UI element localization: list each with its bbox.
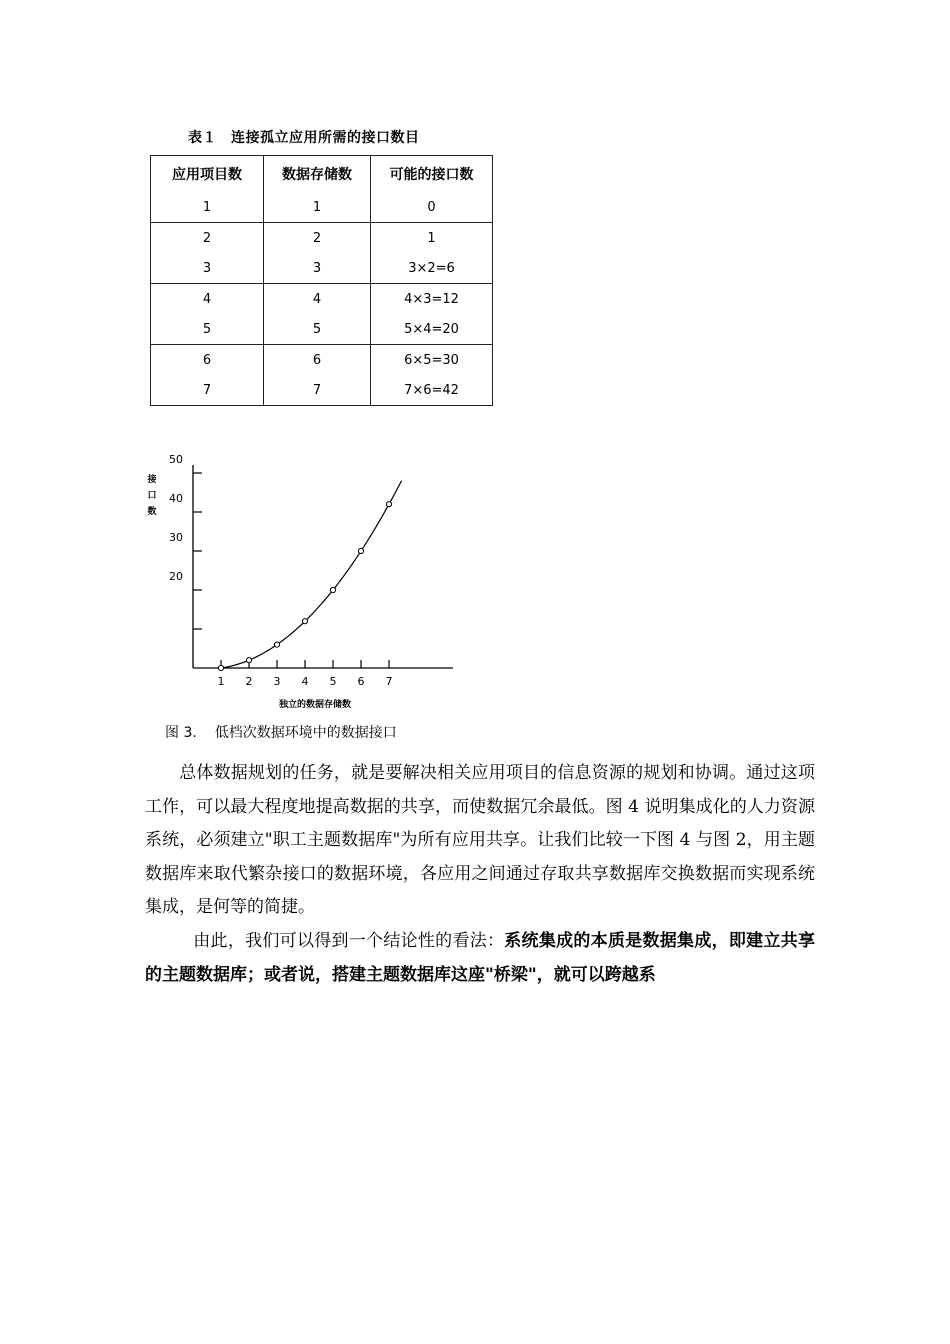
y-tick-label: 20 [169,570,183,583]
table-cell: 1 [264,192,371,223]
table-row [151,253,493,284]
table-cell: 7×6=42 [371,375,493,406]
x-tick-label: 3 [273,675,281,688]
interface-growth-chart [140,455,470,720]
data-point [386,502,391,507]
table-cell: 4×3=12 [371,284,493,315]
y-axis-label: 口 [147,491,157,501]
x-tick-label: 4 [301,675,309,688]
series-line [221,481,402,668]
table-cell: 3×2=6 [371,253,493,284]
table-header-row [151,156,493,193]
paragraph-conclusion [145,925,815,992]
x-tick-label: 2 [245,675,253,688]
table-cell: 4 [151,284,264,315]
table-cell: 3 [264,253,371,284]
table-cell: 7 [264,375,371,406]
table-row [151,314,493,345]
interface-count-table [150,155,493,406]
table-cell: 4 [264,284,371,315]
table-row [151,345,493,376]
data-point [302,619,307,624]
table-cell: 5 [151,314,264,345]
header-app-count: 应用项目数 [151,156,264,193]
table-row [151,223,493,254]
header-interface-count: 可能的接口数 [371,156,493,193]
table-cell: 6 [151,345,264,376]
x-tick-label: 1 [217,675,225,688]
figure-caption [165,722,397,742]
x-tick-label: 6 [357,675,365,688]
figure-label: 图 3. [165,725,197,741]
data-point [330,587,335,592]
table-cell: 2 [151,223,264,254]
table-cell: 1 [151,192,264,223]
x-axis-label: 独立的数据存储数 [278,700,352,710]
paragraph-text: 总体数据规划的任务，就是要解决相关应用项目的信息资源的规划和协调。通过这项工作，可以最大程度地提高数据的共享，而使数据冗余最低。图 4 说明集成化的人力资源系统，必须建立"职工主题数据库"为所有应用共享。让我们比较一下图 4 与图 2，用主题数据库来取代繁杂接口的数据环境，各应用之间通过存取共享数据库交换数据而实现系统集成，是何等的简捷。 [145,763,815,917]
table-cell: 5 [264,314,371,345]
table-number: 表１ [188,130,217,146]
table-cell: 7 [151,375,264,406]
table-cell: 1 [371,223,493,254]
table-cell: 6 [264,345,371,376]
y-axis-label: 接 [147,475,157,485]
paragraph-text-bold: 系统集成的本质是数据集成，即建立共享的主题数据库；或者说，搭建主题数据库这座"桥梁"，就可以跨越系 [145,931,816,985]
y-tick-label: 30 [169,531,183,544]
table-cell: 0 [371,192,493,223]
table-cell: 2 [264,223,371,254]
table-cell: 3 [151,253,264,284]
paragraph-data-planning [145,757,815,925]
table-row [151,284,493,315]
y-tick-label: 40 [169,492,183,505]
table-title [188,127,420,147]
table-row [151,375,493,406]
table-cell: 6×5=30 [371,345,493,376]
figure-caption-text: 低档次数据环境中的数据接口 [214,725,397,741]
y-axis-label: 数 [147,507,157,517]
data-point [246,658,251,663]
data-point [274,642,279,647]
x-tick-label: 7 [385,675,393,688]
header-store-count: 数据存储数 [264,156,371,193]
table-cell: 5×4=20 [371,314,493,345]
table-title-text: 连接孤立应用所需的接口数目 [231,130,420,146]
table-row [151,192,493,223]
data-point [218,665,223,670]
paragraph-text-normal: 由此，我们可以得到一个结论性的看法： [193,931,505,951]
data-point [358,548,363,553]
x-tick-label: 5 [329,675,337,688]
y-tick-label: 50 [169,455,183,466]
